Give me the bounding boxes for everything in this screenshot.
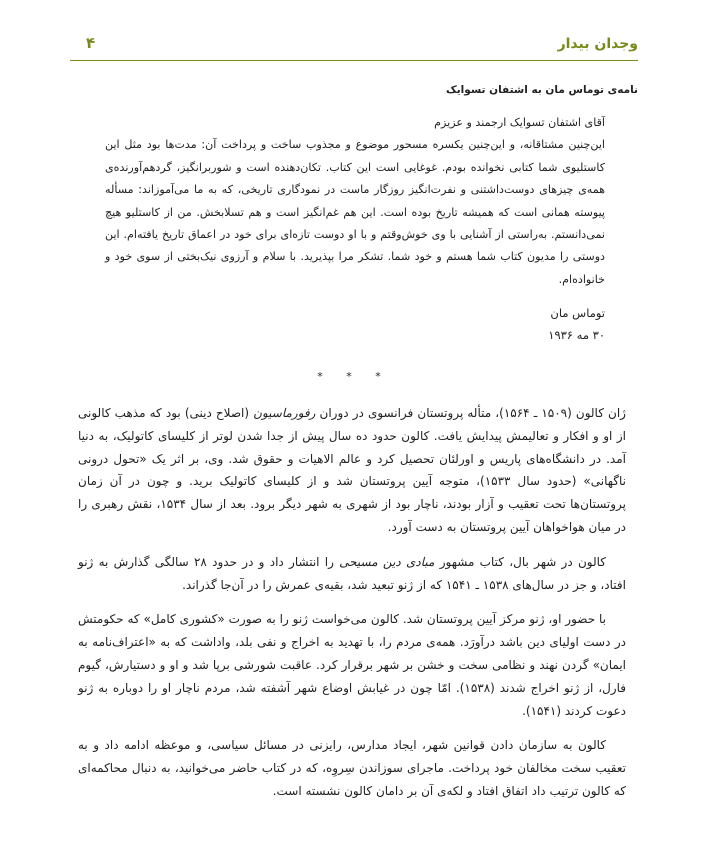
letter-salutation: آقای اشتفان تسوایک ارجمند و عزیزم (434, 116, 605, 129)
paragraph-text: ژان کالون (۱۵۰۹ ـ ۱۵۶۴)، متأله پروتستان فرانسوی در دوران (315, 406, 626, 420)
paragraph-text: کالون در شهر بال، کتاب مشهور (434, 554, 607, 569)
italic-term: مبادی دین مسیحی (339, 554, 435, 569)
paragraph-text: را انتشار داد و در حدود ۲۸ سالگی گذارش به ژنو افتاد، و جز در سال‌های ۱۵۳۸ ـ ۱۵۴۱ که از ژنو تبعید شد، بقیه‌ی عمرش را در آن‌جا گذراند. (78, 554, 626, 592)
paragraph: با حضور او، ژنو مرکز آیین پروتستان شد. کالون می‌خواست ژنو را به صورت «کشوری کامل» که حکومتش در دست اولیای دین باشد درآورَد. همه‌ی مردم را، با تهدید به اخراج و نفی بلد، واداشت که به «اعتراف‌نامه به ایمان» گردن نهند و نظامی سخت و خشن بر شهر برقرار کرد. عاقبت شورشی برپا شد و او و دستیارش، گیوم فارل، از ژنو اخراج شدند (۱۵۳۸). امّا چون در غیابش اوضاع شهر آشفته شد، مردم ناچار او را دوباره به ژنو دعوت کردند (۱۵۴۱). (78, 612, 626, 718)
italic-term: رفورماسیون (253, 406, 316, 420)
running-header-title: وجدان بیدار (557, 36, 638, 52)
letter-title: نامه‌ی توماس مان به اشتفان تسوایک (445, 84, 638, 96)
section-separator: * * * (317, 370, 391, 383)
letter-signature (405, 302, 605, 347)
letter-block (105, 112, 605, 291)
signature-name: توماس مان (550, 306, 605, 320)
paragraph (78, 402, 626, 539)
paragraph (78, 551, 626, 597)
header-divider (70, 60, 638, 61)
main-text (78, 402, 626, 815)
letter-body: این‌چنین مشتاقانه، و این‌چنین یکسره مسحور موضوع و مجذوب ساخت و پرداخت آن: مدت‌ها بود مثل این کاستلیوی شما کتابی نخوانده بودم. غوغایی است این کتاب. تکان‌دهنده است و شوربرانگیز، گردهم‌آورنده‌ی همه‌ی چیزهای دوست‌داشتنی و نفرت‌انگیز روزگار ماست در نمودگاری تاریخی، که به ما می‌آموزاند: مسأله پیوسته همانی است که همیشه تاریخ بوده است. این هم غم‌انگیز است و هم تسلابخش. من از کاستلیو هیچ نمی‌دانستم. به‌راستی از آشنایی با وی خوش‌وقتم و با او دوست تازه‌ای برای خود در اعماق تاریخ یافته‌ام. این دوستی را مدیون کتاب شما هستم و خود شما. تشکر مرا بپذیرید. با سلام و آرزوی نیک‌بختی از سوی خود و خانواده‌ام. (105, 138, 605, 286)
signature-date: ۳۰ مه ۱۹۳۶ (548, 328, 605, 343)
paragraph: کالون به سازمان دادن قوانین شهر، ایجاد مدارس، رایزنی در مسائل سیاسی، و موعظه ادامه داد و به تعقیب سخت مخالفان خود پرداخت. ماجرای سوزاندن سِروِه، که در کتاب حاضر می‌خوانید، به دنبال محاکمه‌ای که کالون ترتیب داد اتفاق افتاد و لکه‌ی آن بر دامان کالون نشسته است. (78, 738, 626, 798)
page-number: ۴ (86, 34, 96, 52)
paragraph-text: (اصلاح دینی) بود که مذهب کالونی از او و افکار و تعالیمش پیدایش یافت. کالون حدود ده سال پیش از جدا شدن لوتر از کلیسای کاتولیک، به دنیا آمد. در دانشگاه‌های پاریس و اورلئان تحصیل کرد و عالم الاهیات و حقوق شد. وی، بر اثر یک «تحول درونی ناگهانی» (حدود سال ۱۵۳۳)، متوجه آیین پروتستان شد و از کلیسای کاتولیک برید. و چون در آن زمان پروتستان‌ها تحت تعقیب و آزار بودند، ناچار بود از شهری به شهر دیگر برود. بعد از سال ۱۵۳۴، نقش رهبری را در میان هواخواهان آیین پروتستان به دست آورد. (78, 406, 626, 534)
